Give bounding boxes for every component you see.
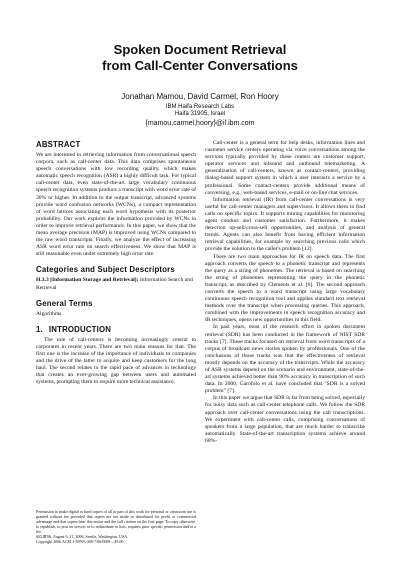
footnote-conference: SIGIR'06, August 6–11, 2006, Seattle, Washington, USA.	[36, 534, 129, 539]
author-names: Jonathan Mamou, David Carmel, Ron Hoory	[121, 92, 279, 101]
section-title: INTRODUCTION	[48, 324, 112, 334]
copyright-footnote	[36, 509, 196, 544]
body-paragraph: In past years, most of the research effort in spoken document retrieval (SDR) has been conducted in the framework of NIST SDR tracks [7]. These tracks focused on retrieval from word transcripts of a corpus of broadcast news stories spoken by professionals. One of the conclusions of those tracks was that the effectiveness of retrieval mostly depends on the accuracy of the transcripts. While the accuracy of ASR systems depend on the scenario and environment, state-of-the-art systems achieved better than 90% accuracy in transcription of such data. In 2000, Garofolo et al. have concluded that "SDR is a solved problem" [7].	[205, 324, 365, 395]
introduction-text: The role of call-centers is becoming increasingly central to corporates in recent years. There are two main reasons for that. The first one is the increase of the importance of individuals to companies and the drive of the latter to acquire and keep customers for the long haul. The second relates to the rapid pace of advances in technology that creates an ever-growing gap between users and automated systems, prompting them to require more technical assistance.	[36, 336, 196, 386]
general-terms-text: Algorithms	[36, 310, 62, 317]
introduction-heading	[36, 325, 196, 335]
title-line-2: from Call-Center Conversations	[102, 58, 298, 73]
footnote-copyright: Copyright 2006 ACM 1-59593-369-7/06/0008 ...$5.00.	[36, 539, 125, 544]
affiliation	[0, 104, 400, 118]
left-column	[36, 140, 196, 386]
categories-rest: Information Search and Retrieval	[36, 277, 193, 291]
categories-text	[36, 277, 196, 291]
footnote-permission: Permission to make digital or hard copies of all or part of this work for personal or classroom use is granted without fee provided that copies are not made or distributed for profit or commercial advantage and that copies bear this notice and the full citation on the first page. To copy otherwise, to republish, to post on servers or to redistribute to lists, requires prior specific permission and/or a fee.	[36, 509, 196, 534]
abstract-text: We are interested in retrieving information from conversational speech corpora, such as call-center data. This data comprises spontaneous speech conversations with low recording quality, which makes automatic speech recognition (ASR) a highly difficult task. For typical call-center data, even state-of-the-art large vocabulary continuous speech recognition systems produce a transcript with word error rate of 30% or higher. In addition to the output transcript, advanced systems provide word confusion networks (WCNs), a compact representation of word lattices associating each word hypothesis with its posterior probability. Our work exploits the information provided by WCNs in order to improve retrieval performance. In this paper, we show that the mean average precision (MAP) is improved using WCNs compared to the raw word transcripts. Finally, we analyze the effect of increasing ASR word error rate on search effectiveness. We show that MAP is still reasonable even under extremely high error rate.	[36, 152, 196, 258]
body-paragraph: Information retrieval (IR) from call-center conversations is very useful for call-center managers and supervisors. It allows them to find calls on specific topics. It supports mining capabilities for monitoring agent conduct and customer satisfaction. Furthermore, it makes detection up-sell/cross-sell opportunities, and analysis of general trends. Agents can also benefit from having efficient information retrieval capabilities, for example by searching previous calls which provide the solution to the caller's problem [12].	[205, 196, 365, 253]
body-paragraph: There are two main approaches for IR on speech data. The first approach converts the speech to a phonetic transcript and represents the query as a string of phonemes. The retrieval is based on searching the string of phonemes representing the query in the phonetic transcript, as described by Clements et al. [6]. The second approach converts the speech to a word transcript using large vocabulary continuous speech recognition tool and applies standard text retrieval methods over the transcript when processing queries. This approach, combined with the improvements in speech recognition accuracy and IR techniques, opens new opportunities in this field.	[205, 253, 365, 324]
affiliation-line-1: IBM Haifa Research Labs	[165, 104, 235, 110]
body-paragraph: Call-center is a general term for help desks, information lines and customer service centers operating via voice conversations among the services typically provided by these centers are customer support, operator services and inbound and outbound telemarketing. A generalization of call-centers, known as contact-centers, providing dialog-based support system in which a user interacts a service by a professional. Some contact-centers provide additional means of conversing, e.g., web-based services, e-mail or on-line chat services.	[205, 140, 365, 196]
right-column	[205, 140, 365, 445]
section-number: 1.	[36, 324, 43, 334]
categories-code: H.3.3 [Information Storage and Retrieval]:	[36, 277, 139, 284]
affiliation-line-2: Haifa 31905, Israel	[174, 111, 226, 118]
abstract-heading: ABSTRACT	[36, 140, 81, 149]
categories-heading: Categories and Subject Descriptors	[36, 265, 175, 275]
paper-title	[0, 42, 400, 74]
body-paragraph: In this paper we argue that SDR is far from being solved, especially for noisy data such as call-center telephone calls. We follow the SDR approach over call-center conversations using the call transcriptions. We experiment with call-center calls, comprising conversations of speakers from a large population, that are much harder to transcribe automatically. State-of-the-art transcription systems achieve around 60%-	[205, 395, 365, 444]
author-email: {mamou,carmel,hoory}@il.ibm.com	[145, 120, 255, 127]
general-terms-heading: General Terms	[36, 298, 93, 308]
title-line-1: Spoken Document Retrieval	[113, 42, 287, 57]
